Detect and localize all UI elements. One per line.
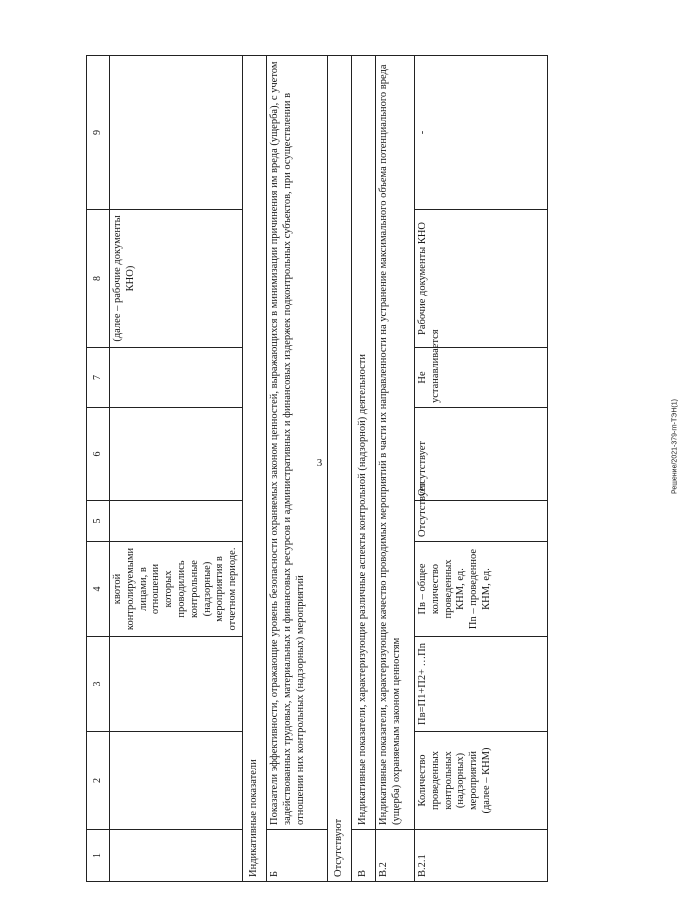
- indicator-col5: Отсутствует: [414, 501, 547, 542]
- section-row: [242, 56, 266, 882]
- comment-pv: Пв – общее количество проведенных КНМ, ед.: [416, 559, 467, 619]
- indicator-name: Количество проведенных контрольных (надзорных) мероприятий (далее – КНМ): [414, 732, 547, 830]
- row-v2: [375, 56, 414, 882]
- col-number: 9: [87, 56, 110, 210]
- row-v21: [414, 56, 547, 882]
- row-text: Показатели эффективности, отражающие уровень безопасности охраняемых законом ценностей, выражающихся в минимизации причинения им вреда (ущерба), с учетом задействованных трудовых, материальных и финансовых ресурсов и административных и финансовых издержек подконтрольных субъектов, при осуществлении в отношении них контрольных (надзорных) мероприятий: [266, 56, 327, 830]
- absent-row: [327, 56, 351, 882]
- col-number: 4: [87, 542, 110, 637]
- indicator-source: Рабочие документы КНО: [414, 210, 547, 348]
- rotated-table: [86, 56, 557, 882]
- indicator-formula: Пв=П1+П2+ …Пn: [414, 637, 547, 732]
- col-number: 1: [87, 830, 110, 882]
- document-reference: Решение/2021-379-гп-ТЭН(1): [671, 399, 679, 494]
- indicator-col9: -: [414, 56, 547, 210]
- row-code: В: [351, 830, 375, 882]
- row-b: [266, 56, 327, 882]
- column-numbers-row: [87, 56, 110, 882]
- col-number: 7: [87, 348, 110, 408]
- col-number: 5: [87, 501, 110, 542]
- indicator-col6: Отсутствует: [414, 408, 547, 501]
- col-number: 3: [87, 637, 110, 732]
- page-number: 3: [316, 457, 323, 469]
- continuation-source: (далее – рабочие документы КНО): [110, 210, 243, 348]
- col-number: 6: [87, 408, 110, 501]
- continuation-comment: квотой контролируемыми лицами, в отношении которых проводились контрольные (надзорные) мероприятия в отчетном периоде.: [110, 542, 243, 637]
- col-number: 8: [87, 210, 110, 348]
- row-v: [351, 56, 375, 882]
- col-number: 2: [87, 732, 110, 830]
- absent-text: Отсутствуют: [327, 56, 351, 882]
- row-text: Индикативные показатели, характеризующие различные аспекты контрольной (надзорной) деятельности: [351, 56, 375, 830]
- indicators-table: [86, 55, 548, 882]
- section-title: Индикативные показатели: [242, 56, 266, 882]
- indicator-comment: [414, 542, 547, 637]
- row-code: В.2: [375, 830, 414, 882]
- row-text: Индикативные показатели, характеризующие качество проводимых мероприятий в части их направленности на устранение максимального объема потенциального вреда (ущерба) охраняемым законом ценностям: [375, 56, 414, 830]
- row-code: В.2.1: [414, 830, 547, 882]
- row-code: Б: [266, 830, 327, 882]
- indicator-col7: Не устанавливается: [414, 348, 547, 408]
- continuation-row: [110, 56, 243, 882]
- comment-pn: Пn – проведенное КНМ, ед.: [468, 548, 492, 630]
